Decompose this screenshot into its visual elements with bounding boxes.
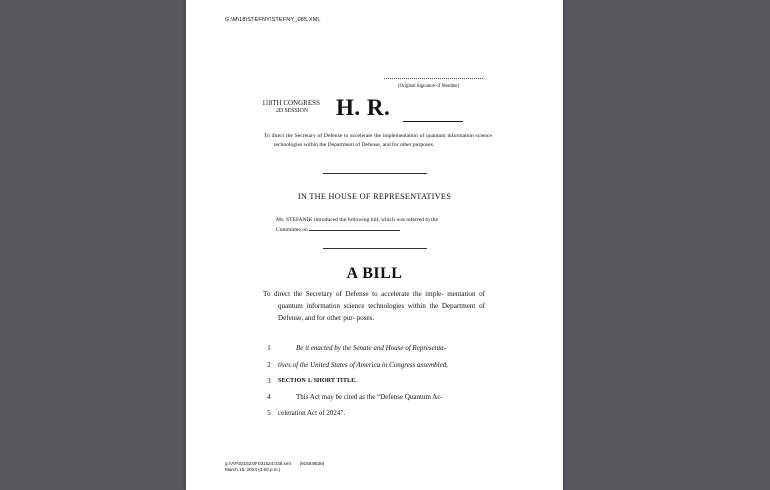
header-file-path: G:\M\18\STEFNY\STEFNY_085.XML [225, 17, 321, 23]
house-heading: IN THE HOUSE OF REPRESENTATIVES [297, 192, 452, 201]
enacting-clause-line: Be it enacted by the Senate and House of Representa- [296, 344, 446, 352]
divider [323, 248, 427, 249]
short-purpose-text: To direct the Secretary of Defense to accelerate the implementation of quantum information science technologies within the Department of Defense, and for other purposes. [264, 133, 492, 148]
footer-code: (915546I26) [299, 461, 325, 466]
footer-path: g:\V\F\031524\F031524.038.xml [225, 461, 291, 466]
short-title-line: celeration Act of 2024”. [278, 409, 346, 417]
line-number: 1 [267, 344, 271, 352]
bill-title: A BILL [346, 265, 403, 282]
sponsor-name: Ms. STEFANIK [276, 217, 313, 223]
footer-date: March 15, 2024 (3:50 p.m.) [225, 466, 281, 472]
enacting-clause-line: tives of the United States of America in Congress assembled, [278, 361, 448, 369]
signature-label: (Original Signature of Member) [398, 84, 460, 89]
long-purpose [263, 288, 485, 325]
purpose-line: To direct the Secretary of Defense to accelerate the imple- [263, 290, 444, 298]
introduction [276, 216, 486, 235]
bill-prefix: H. R. [336, 95, 391, 120]
signature-line [384, 78, 483, 79]
line-number: 4 [267, 393, 271, 401]
bill-number-blank [403, 121, 463, 122]
purpose-line: within the Department of Defense, and for other pur- [278, 302, 485, 323]
line-number: 5 [267, 409, 271, 417]
committee-label: Committee on [276, 226, 308, 233]
line-number: 2 [267, 361, 271, 369]
bill-page [186, 0, 563, 490]
footer [225, 461, 324, 472]
section-heading: SECTION 1. SHORT TITLE. [278, 377, 357, 384]
short-title-line: This Act may be cited as the “Defense Quantum Ac- [296, 393, 443, 401]
purpose-line: poses. [356, 314, 375, 323]
short-purpose [264, 132, 492, 150]
committee-blank [309, 226, 400, 231]
purpose-line: mentation of quantum information science technologies [278, 290, 485, 311]
congress-number: 118TH CONGRESS [262, 99, 320, 107]
line-number: 3 [267, 377, 271, 385]
intro-text: introduced the following bill; which was referred to the [312, 217, 438, 223]
session-number: 2D SESSION [276, 108, 309, 114]
divider [323, 173, 427, 174]
